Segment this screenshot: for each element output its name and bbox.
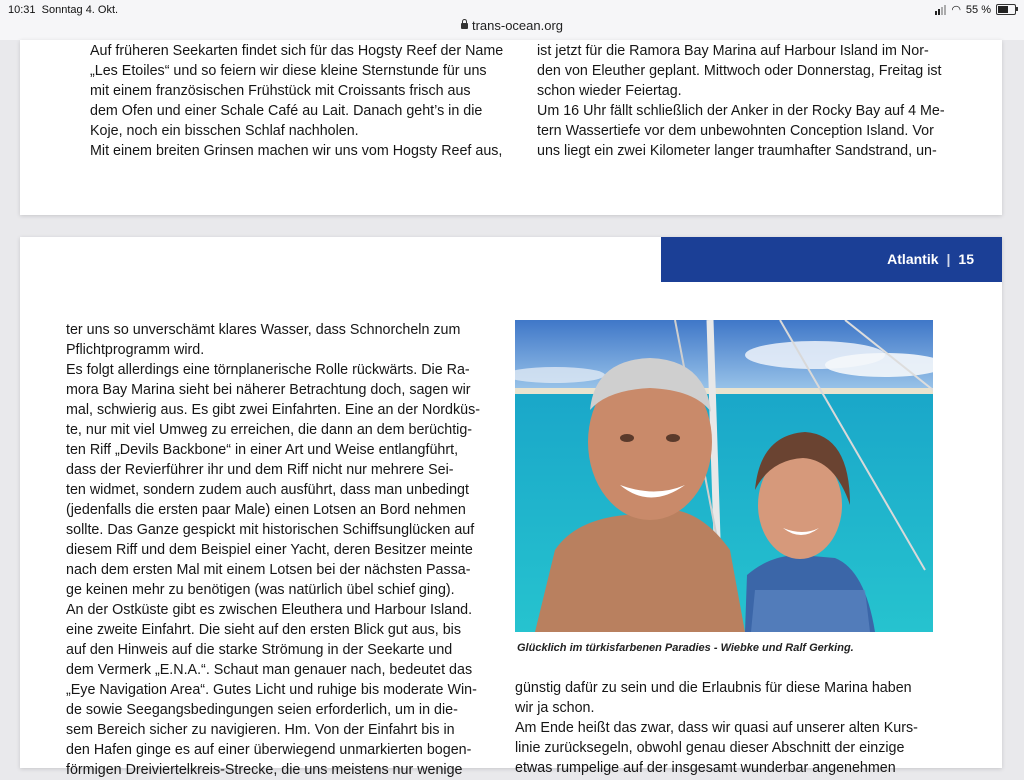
text-line: „Eye Navigation Area“. Gutes Licht und ruhige bis moderate Win-	[66, 682, 477, 698]
page2-right-column	[515, 678, 933, 778]
text-line: „Les Etoiles“ und so feiern wir diese kleine Sternstunde für uns	[90, 63, 487, 79]
text-line: mal, schwierig aus. Es gibt zwei Einfahrten. Eine an der Nordküs-	[66, 402, 481, 418]
text-line: sem Bereich sicher zu navigieren. Hm. Von der Einfahrt bis in	[66, 722, 455, 738]
text-line: mit einem französischen Frühstück mit Croissants frisch aus	[90, 83, 471, 99]
magazine-page-2	[20, 237, 1002, 778]
text-line: den von Eleuther geplant. Mittwoch oder Donnerstag, Freitag ist	[537, 63, 942, 79]
text-line: ten Riff „Devils Backbone“ in einer Art und Weise entlangführt,	[66, 442, 459, 458]
address-bar[interactable]	[0, 18, 1024, 33]
signal-icon	[935, 5, 946, 15]
text-line: de sowie Seegangsbedingungen seien erforderlich, um in die-	[66, 702, 458, 718]
text-line: (jedenfalls die ersten paar Male) einen Lotsen an Bord nehmen	[66, 502, 466, 518]
text-line: ten widmet, sondern zudem auch ausführt, dass man unbedingt	[66, 482, 469, 498]
text-line: ge keinen mehr zu benötigen (was natürlich übel schief ging).	[66, 582, 455, 598]
text-line: tern Wassertiefe vor dem unbewohnten Conception Island. Vor	[537, 123, 934, 139]
text-line: Koje, noch ein bisschen Schlaf nachholen.	[90, 123, 359, 139]
text-line: auf den Hinweis auf die starke Strömung in der Seekarte und	[66, 642, 453, 658]
text-line: dass der Revierführer ihr und dem Riff nicht nur mehrere Sei-	[66, 462, 454, 478]
text-line: nach dem ersten Mal mit einem Lotsen bei der nächsten Passa-	[66, 562, 471, 578]
url-text: trans-ocean.org	[471, 18, 564, 33]
couple-photo	[515, 320, 933, 632]
page2-left-column	[66, 320, 486, 780]
text-line: dem Vermerk „E.N.A.“. Schaut man genauer nach, bedeutet das	[66, 662, 473, 678]
text-line: Auf früheren Seekarten findet sich für das Hogsty Reef der Name	[90, 43, 504, 59]
section-title: Atlantik	[887, 251, 939, 267]
text-line: sollte. Das Ganze gespickt mit historischen Schiffsunglücken auf	[66, 522, 475, 538]
text-line: eine zweite Einfahrt. Die sieht auf den ersten Blick gut aus, bis	[66, 622, 461, 638]
text-line: ist jetzt für die Ramora Bay Marina auf Harbour Island im Nor-	[537, 43, 929, 59]
text-line: Mit einem breiten Grinsen machen wir uns vom Hogsty Reef aus,	[90, 143, 503, 159]
text-line: diesem Riff und dem Beispiel einer Yacht, deren Besitzer meinte	[66, 542, 473, 558]
text-line: schon wieder Feiertag.	[537, 83, 682, 99]
status-bar	[0, 0, 1024, 40]
text-line: linie zurücksegeln, obwohl genau dieser Abschnitt der einzige	[515, 740, 905, 756]
text-line: günstig dafür zu sein und die Erlaubnis für diese Marina haben	[515, 680, 912, 696]
battery-percent: 55 %	[965, 3, 991, 16]
text-line: etwas rumpelige auf der insgesamt wunderbar angenehmen	[515, 760, 896, 776]
text-line: An der Ostküste gibt es zwischen Eleuthera und Harbour Island.	[66, 602, 473, 618]
text-line: Um 16 Uhr fällt schließlich der Anker in der Rocky Bay auf 4 Me-	[537, 103, 945, 119]
text-line: wir ja schon.	[515, 700, 595, 716]
text-line: förmigen Dreiviertelkreis-Strecke, die uns meistens nur wenige	[66, 762, 463, 778]
text-line: uns liegt ein zwei Kilometer langer traumhafter Sandstrand, un-	[537, 143, 937, 159]
status-time-date: 10:31 Sonntag 4. Okt.	[8, 4, 119, 16]
text-line: dem Ofen und einer Schale Café au Lait. Danach geht’s in die	[90, 103, 483, 119]
battery-icon	[996, 4, 1016, 15]
section-header-band: Atlantik | 15	[661, 237, 1002, 282]
lock-icon	[461, 23, 468, 29]
text-line: Es folgt allerdings eine törnplanerische Rolle rückwärts. Die Ra-	[66, 362, 470, 378]
status-right	[935, 3, 1016, 16]
text-line: te, nur mit viel Umweg zu erreichen, die dann an dem berüchtig-	[66, 422, 473, 438]
photo-caption: Glücklich im türkisfarbenen Paradies - Wiebke und Ralf Gerking.	[517, 642, 854, 654]
text-line: mora Bay Marina sieht bei näherer Betrachtung doch, sagen wir	[66, 382, 471, 398]
page1-right-column	[537, 41, 957, 161]
magazine-page-1	[20, 40, 1002, 215]
page-number: 15	[958, 251, 974, 267]
text-line: Pflichtprogramm wird.	[66, 342, 205, 358]
text-line: ter uns so unverschämt klares Wasser, dass Schnorcheln zum	[66, 322, 461, 338]
wifi-icon: ◠	[951, 4, 961, 16]
page1-left-column	[90, 41, 510, 161]
text-line: Am Ende heißt das zwar, dass wir quasi auf unserer alten Kurs-	[515, 720, 918, 736]
text-line: den Hafen ginge es auf einer überwiegend unmarkierten bogen-	[66, 742, 472, 758]
